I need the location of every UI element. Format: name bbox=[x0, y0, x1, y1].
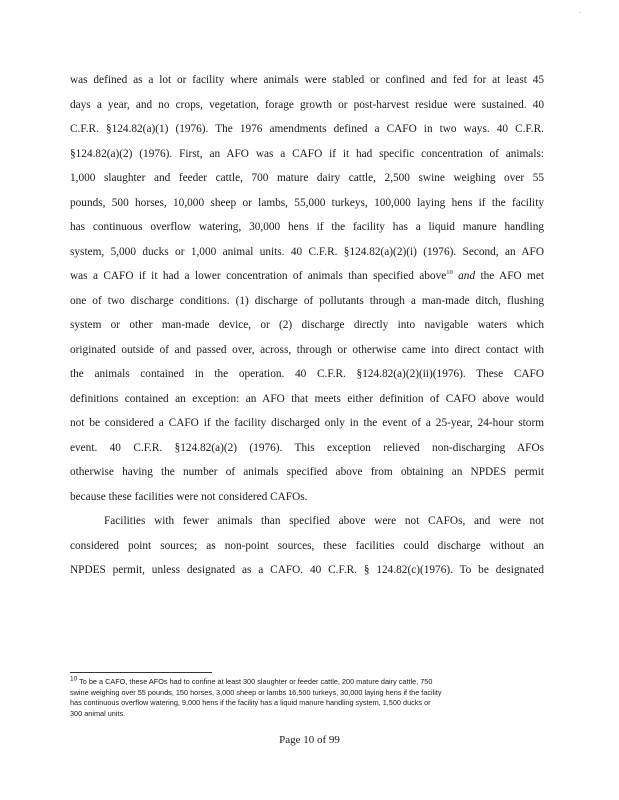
scan-speck: . bbox=[579, 6, 581, 15]
body-line: because these facilities were not considered CAFOs. bbox=[70, 490, 308, 503]
body-line: §124.82(a)(2) (1976). First, an AFO was a CAFO if it had specific concentration of animals: bbox=[70, 147, 544, 160]
body-line: was defined as a lot or facility where animals were stabled or confined and fed for at least 45 bbox=[70, 74, 544, 86]
body-line: the animals contained in the operation. 40 C.F.R. §124.82(a)(2)(ii)(1976). These CAFO bbox=[70, 368, 544, 380]
footnote-line bbox=[70, 677, 544, 688]
footnote-line: 300 animal units. bbox=[70, 708, 126, 718]
italic-and: and bbox=[458, 270, 476, 282]
footnote bbox=[70, 677, 544, 719]
footnote-line: has continuous overflow watering, 9,000 hens if the facility has a liquid manure handling system, 1,500 ducks or bbox=[70, 698, 431, 708]
footnote-number: 10 bbox=[70, 675, 78, 683]
body-line: Facilities with fewer animals than specified above were not CAFOs, and were not bbox=[104, 515, 544, 527]
page-number: Page 10 of 99 bbox=[279, 734, 340, 746]
body-line: NPDES permit, unless designated as a CAFO. 40 C.F.R. § 124.82(c)(1976). To be designated bbox=[70, 564, 544, 576]
body-line: days a year, and no crops, vegetation, forage growth or post-harvest residue were sustained. 40 bbox=[70, 98, 544, 111]
body-line: C.F.R. §124.82(a)(1) (1976). The 1976 amendments defined a CAFO in two ways. 40 C.F.R. bbox=[70, 123, 544, 135]
footnote-line: swine weighing over 55 pounds, 150 horses, 3,000 sheep or lambs 16,500 turkeys, 30,000 laying hens if the facility bbox=[70, 687, 442, 697]
footnote-reference: 10 bbox=[446, 269, 453, 277]
body-line: pounds, 500 horses, 10,000 sheep or lambs, 55,000 turkeys, 100,000 laying hens if the facility bbox=[70, 196, 544, 209]
footnote-text: To be a CAFO, these AFOs had to confine at least 300 slaughter or feeder cattle, 200 mature dairy cattle, 750 bbox=[77, 677, 433, 686]
body-line: definitions contained an exception: an AFO that meets either definition of CAFO above would bbox=[70, 392, 544, 405]
body-line: has continuous overflow watering, 30,000 hens if the facility has a liquid manure handling bbox=[70, 221, 544, 233]
body-line: otherwise having the number of animals specified above from obtaining an NPDES permit bbox=[70, 466, 544, 478]
body-line: originated outside of and passed over, across, through or otherwise came into direct contact with bbox=[70, 343, 544, 356]
body-text bbox=[70, 68, 544, 583]
body-line: considered point sources; as non-point sources, these facilities could discharge without an bbox=[70, 539, 544, 552]
body-line-tail: the AFO met bbox=[475, 270, 544, 282]
body-line-with-footnote bbox=[70, 264, 544, 289]
footnote-divider bbox=[70, 672, 212, 673]
body-line: 1,000 slaughter and feeder cattle, 700 mature dairy cattle, 2,500 swine weighing over 55 bbox=[70, 172, 544, 184]
body-line: system or other man-made device, or (2) discharge directly into navigable waters which bbox=[70, 319, 544, 331]
body-line: system, 5,000 ducks or 1,000 animal units. 40 C.F.R. §124.82(a)(2)(i) (1976). Second, an AFO bbox=[70, 245, 544, 258]
body-line-text: was a CAFO if it had a lower concentration of animals than specified above bbox=[70, 270, 447, 282]
body-line: event. 40 C.F.R. §124.82(a)(2) (1976). This exception relieved non-discharging AFOs bbox=[70, 441, 544, 454]
body-line: one of two discharge conditions. (1) discharge of pollutants through a man-made ditch, flushing bbox=[70, 294, 544, 307]
body-line: not be considered a CAFO if the facility discharged only in the event of a 25-year, 24-hour storm bbox=[70, 417, 544, 429]
